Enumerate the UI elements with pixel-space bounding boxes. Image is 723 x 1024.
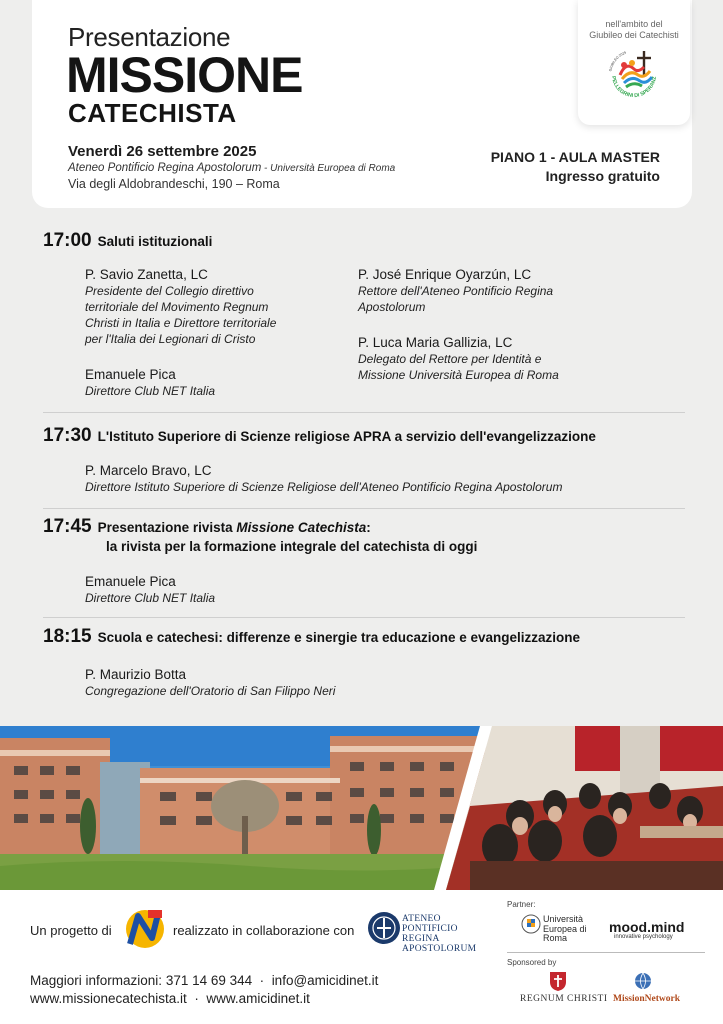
slot-title-italic: Missione Catechista bbox=[236, 520, 367, 535]
venue bbox=[68, 162, 395, 174]
venue-sub: Università Europea di Roma bbox=[270, 163, 396, 174]
footer bbox=[0, 890, 723, 1024]
slot-title-suffix: : bbox=[366, 520, 371, 535]
speaker-name: Emanuele Pica bbox=[85, 367, 176, 382]
regnum-christi-shield-icon bbox=[548, 970, 568, 992]
speaker bbox=[85, 266, 276, 347]
website-link[interactable]: www.missionecatechista.it bbox=[30, 991, 187, 1006]
jubilee-text bbox=[578, 19, 690, 41]
speaker-role: Rettore dell'Ateneo Pontificio Regina bbox=[358, 284, 554, 298]
speaker-role: Apostolorum bbox=[358, 300, 426, 314]
divider bbox=[43, 412, 685, 413]
speaker-role: Direttore Club NET Italia bbox=[85, 591, 216, 605]
entry: Ingresso gratuito bbox=[545, 168, 660, 184]
slot-time: 17:30 bbox=[43, 425, 92, 446]
speaker bbox=[358, 266, 553, 315]
apra-line: ATENEO bbox=[402, 914, 441, 924]
speaker bbox=[85, 366, 215, 399]
speaker-name: P. Marcelo Bravo, LC bbox=[85, 463, 212, 478]
speaker-name: Emanuele Pica bbox=[85, 574, 176, 589]
project-label: Un progetto di bbox=[30, 923, 112, 938]
slot-title bbox=[98, 520, 371, 535]
speaker-role: Congregazione dell'Oratorio di San Filippo Neri bbox=[85, 684, 336, 698]
uer-name bbox=[543, 915, 587, 944]
divider bbox=[507, 952, 705, 953]
amici-di-net-logo-icon bbox=[124, 908, 166, 950]
venue-main: Ateneo Pontificio Regina Apostolorum bbox=[68, 162, 262, 174]
slot-1730 bbox=[43, 425, 596, 447]
room-info bbox=[491, 148, 660, 186]
mission-network-globe-icon bbox=[634, 972, 652, 990]
slot-title: L'Istituto Superiore di Scienze religiose APRA a servizio dell'evangelizzazione bbox=[97, 429, 596, 444]
slot-time: 17:00 bbox=[43, 230, 92, 251]
photo-strip bbox=[0, 726, 723, 890]
speaker-role: Missione Università Europea di Roma bbox=[358, 368, 559, 382]
event-date: Venerdì 26 settembre 2025 bbox=[68, 143, 257, 160]
info-label: Maggiori informazioni: bbox=[30, 973, 166, 988]
dot: · bbox=[194, 991, 199, 1006]
speaker-role: Direttore Club NET Italia bbox=[85, 384, 216, 398]
speaker-name: P. Luca Maria Gallizia, LC bbox=[358, 335, 513, 350]
slot-title-line2: la rivista per la formazione integrale del catechista di oggi bbox=[106, 539, 478, 554]
speaker-role: Christi in Italia e Direttore territoriale bbox=[85, 316, 277, 330]
building-photo bbox=[0, 726, 486, 890]
divider bbox=[43, 508, 685, 509]
title-missione: MISSIONE bbox=[66, 47, 303, 103]
uer-line: Roma bbox=[543, 933, 568, 943]
room: PIANO 1 - AULA MASTER bbox=[490, 149, 660, 165]
phone[interactable]: 371 14 69 344 bbox=[165, 973, 253, 988]
apra-name bbox=[402, 914, 476, 954]
apra-crest-icon bbox=[367, 908, 401, 948]
jubilee-line1: nell'ambito del bbox=[605, 19, 663, 29]
speaker-name: P. Savio Zanetta, LC bbox=[85, 267, 208, 282]
uer-line: Europea di bbox=[543, 923, 587, 934]
pretitle: Presentazione bbox=[68, 22, 231, 52]
jubilee-logo bbox=[602, 45, 666, 105]
contact-info bbox=[30, 972, 378, 1008]
apra-line: APOSTOLORUM bbox=[402, 944, 477, 954]
uer-logo-icon bbox=[521, 914, 541, 934]
partner-label: Partner: bbox=[507, 900, 536, 909]
jubilee-line2: Giubileo dei Catechisti bbox=[589, 30, 679, 40]
moodmind-subtitle: innovative psychology bbox=[614, 934, 673, 940]
slot-title: Saluti istituzionali bbox=[97, 234, 213, 249]
mission-network: MissionNetwork bbox=[613, 994, 681, 1004]
jubilee-logo-text: PELLEGRINI DI SPERANZ bbox=[609, 75, 658, 100]
speaker bbox=[85, 666, 335, 699]
speaker-name: P. Maurizio Botta bbox=[85, 667, 187, 682]
apra-line: PONTIFICIO bbox=[402, 924, 458, 934]
slot-1745 bbox=[43, 516, 477, 554]
divider bbox=[43, 617, 685, 618]
venue-sep: - bbox=[261, 163, 271, 174]
jubilee-badge bbox=[578, 0, 690, 125]
website-link[interactable]: www.amicidinet.it bbox=[206, 991, 310, 1006]
slot-1815 bbox=[43, 626, 580, 648]
slot-1700 bbox=[43, 230, 212, 252]
speaker-name: P. José Enrique Oyarzún, LC bbox=[358, 267, 532, 282]
speaker-role: territoriale del Movimento Regnum bbox=[85, 300, 269, 314]
contact-line-1 bbox=[30, 972, 378, 990]
speaker-role: Presidente del Collegio direttivo bbox=[85, 284, 254, 298]
slot-time: 18:15 bbox=[43, 626, 92, 647]
title-catechista: CATECHISTA bbox=[68, 98, 237, 128]
slot-time: 17:45 bbox=[43, 516, 92, 537]
speaker bbox=[358, 334, 559, 383]
address: Via degli Aldobrandeschi, 190 – Roma bbox=[68, 177, 280, 191]
slot-title: Scuola e catechesi: differenze e sinergie tra educazione e evangelizzazione bbox=[97, 630, 581, 645]
regnum-christi: REGNUM CHRISTI bbox=[520, 994, 608, 1004]
uer-line: Università bbox=[543, 914, 584, 924]
speaker bbox=[85, 573, 215, 606]
speaker-role: per l'Italia dei Legionari di Cristo bbox=[85, 332, 256, 346]
classroom-photo bbox=[446, 726, 723, 890]
slot-title-prefix: Presentazione rivista bbox=[97, 520, 237, 535]
jubilee-logo-small: GIUBILEO 2025 bbox=[608, 50, 627, 72]
speaker-role: Direttore Istituto Superiore di Scienze Religiose dell'Ateneo Pontificio Regina Apostolorum bbox=[85, 480, 563, 494]
dot: · bbox=[259, 973, 265, 988]
sponsor-label: Sponsored by bbox=[507, 958, 557, 967]
collab-label: realizzato in collaborazione con bbox=[173, 923, 355, 938]
email-link[interactable]: info@amicidinet.it bbox=[271, 973, 379, 988]
moodmind-logo: mood.mind bbox=[609, 919, 685, 935]
speaker bbox=[85, 462, 562, 495]
photo-collage bbox=[0, 726, 723, 890]
header-card bbox=[32, 0, 692, 208]
speaker-role: Delegato del Rettore per Identità e bbox=[358, 352, 542, 366]
contact-line-2 bbox=[30, 990, 378, 1008]
apra-line: REGINA bbox=[402, 934, 440, 944]
